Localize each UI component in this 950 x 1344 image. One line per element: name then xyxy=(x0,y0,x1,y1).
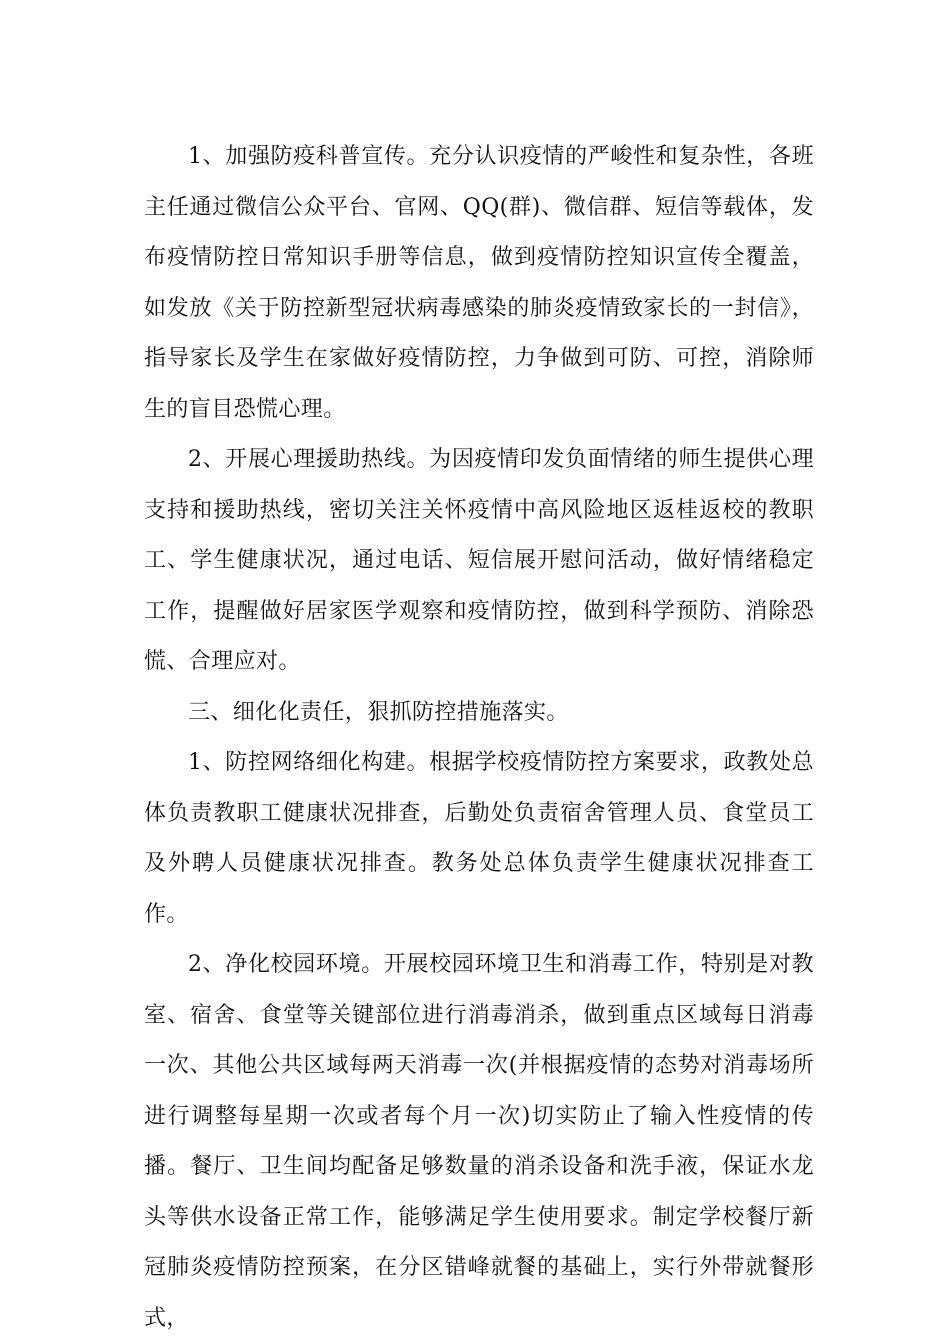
paragraph-publicity: 1、加强防疫科普宣传。充分认识疫情的严峻性和复杂性，各班主任通过微信公众平台、官网、QQ(群)、微信群、短信等载体，发布疫情防控日常知识手册等信息，做到疫情防控知识宣传全覆盖，如发放《关于防控新型冠状病毒感染的肺炎疫情致家长的一封信》，指导家长及学生在家做好疫情防控，力争做到可防、可控，消除师生的盲目恐慌心理。 xyxy=(144,144,814,422)
paragraph-psychological-hotline: 2、开展心理援助热线。为因疫情印发负面情绪的师生提供心理支持和援助热线，密切关注关怀疫情中高风险地区返桂返校的教职工、学生健康状况，通过电话、短信展开慰问活动，做好情绪稳定工作，提醒做好居家医学观察和疫情防控，做到科学预防、消除恐慌、合理应对。 xyxy=(144,447,814,674)
section-heading-responsibility: 三、细化化责任，狠抓防控措施落实。 xyxy=(188,699,569,725)
paragraph-control-network: 1、防控网络细化构建。根据学校疫情防控方案要求，政教处总体负责教职工健康状况排查，后勤处负责宿舍管理人员、食堂员工及外聘人员健康状况排查。教务处总体负责学生健康状况排查工作。 xyxy=(144,750,814,927)
document-body xyxy=(144,132,814,1344)
paragraph-campus-environment: 2、净化校园环境。开展校园环境卫生和消毒工作，特别是对教室、宿舍、食堂等关键部位进行消毒消杀，做到重点区域每日消毒一次、其他公共区域每两天消毒一次(并根据疫情的态势对消毒场所进行调整每星期一次或者每个月一次)切实防止了输入性疫情的传播。餐厅、卫生间均配备足够数量的消杀设备和洗手液，保证水龙头等供水设备正常工作，能够满足学生使用要求。制定学校餐厅新冠肺炎疫情防控预案，在分区错峰就餐的基础上，实行外带就餐形式， xyxy=(144,952,814,1331)
